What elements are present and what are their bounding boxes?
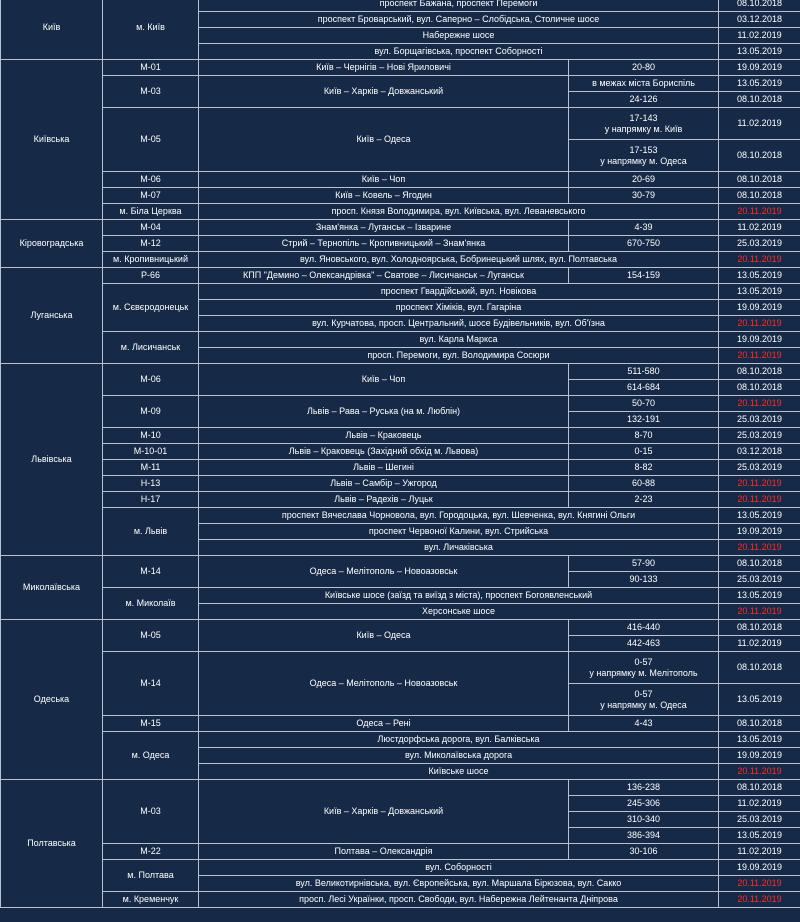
region-cell: Одеська <box>1 620 103 780</box>
road-cell: М-14 <box>103 556 199 588</box>
date-cell: 13.05.2019 <box>719 684 800 716</box>
date-cell: 20.11.2019 <box>719 876 800 892</box>
road-cell: М-06 <box>103 172 199 188</box>
table-row <box>1 172 800 188</box>
km-cell: 0-57 у напрямку м. Одеса <box>569 684 719 716</box>
table-row <box>1 204 800 220</box>
date-cell: 20.11.2019 <box>719 540 800 556</box>
date-cell: 20.11.2019 <box>719 316 800 332</box>
date-cell: 08.10.2018 <box>719 652 800 684</box>
section-cell: Київ – Одеса <box>199 108 569 172</box>
section-cell: просп. Князя Володимира, вул. Київська, вул. Леваневського <box>199 204 719 220</box>
date-cell: 08.10.2018 <box>719 364 800 380</box>
date-cell: 20.11.2019 <box>719 476 800 492</box>
road-cell: м. Лисичанськ <box>103 332 199 364</box>
road-cell: м. Київ <box>103 0 199 60</box>
date-cell: 19.09.2019 <box>719 748 800 764</box>
section-cell: КПП "Демино – Олександрівка" – Сватове – Лисичанськ – Луганськ <box>199 268 569 284</box>
table-row <box>1 844 800 860</box>
table-row <box>1 396 800 412</box>
section-cell: вул. Миколаївська дорога <box>199 748 719 764</box>
km-cell: 24-126 <box>569 92 719 108</box>
road-cell: М-05 <box>103 108 199 172</box>
km-cell: 2-23 <box>569 492 719 508</box>
section-cell: Київ – Чернігів – Нові Яриловичі <box>199 60 569 76</box>
date-cell: 13.05.2019 <box>719 828 800 844</box>
table-row <box>1 588 800 604</box>
date-cell: 20.11.2019 <box>719 604 800 620</box>
road-cell: М-07 <box>103 188 199 204</box>
km-cell: 310-340 <box>569 812 719 828</box>
km-cell: 442-463 <box>569 636 719 652</box>
section-cell: Львів – Радехів – Луцьк <box>199 492 569 508</box>
table-row <box>1 892 800 908</box>
road-cell: м. Полтава <box>103 860 199 892</box>
table-row <box>1 444 800 460</box>
table-row <box>1 0 800 12</box>
section-cell: Херсонське шосе <box>199 604 719 620</box>
date-cell: 03.12.2018 <box>719 12 800 28</box>
road-cell: м. Миколаїв <box>103 588 199 620</box>
table-row <box>1 76 800 92</box>
table-row <box>1 732 800 748</box>
date-cell: 13.05.2019 <box>719 508 800 524</box>
road-cell: М-06 <box>103 364 199 396</box>
km-cell: 154-159 <box>569 268 719 284</box>
table-row <box>1 492 800 508</box>
section-cell: просп. Лесі Українки, просп. Свободи, вул. Набережна Лейтенанта Дніпрова <box>199 892 719 908</box>
section-cell: проспект Вячеслава Чорновола, вул. Городоцька, вул. Шевченка, вул. Княгині Ольги <box>199 508 719 524</box>
date-cell: 13.05.2019 <box>719 284 800 300</box>
section-cell: Київ – Харків – Довжанський <box>199 76 569 108</box>
date-cell: 19.09.2019 <box>719 332 800 348</box>
km-cell: 8-82 <box>569 460 719 476</box>
date-cell: 11.02.2019 <box>719 636 800 652</box>
km-cell: 20-69 <box>569 172 719 188</box>
road-cell: м. Сєвєродонецьк <box>103 284 199 332</box>
km-cell: 136-238 <box>569 780 719 796</box>
table-row <box>1 860 800 876</box>
date-cell: 20.11.2019 <box>719 892 800 908</box>
date-cell: 13.05.2019 <box>719 588 800 604</box>
section-cell: вул. Личаківська <box>199 540 719 556</box>
road-cell: м. Кропивницький <box>103 252 199 268</box>
km-cell: 132-191 <box>569 412 719 428</box>
date-cell: 20.11.2019 <box>719 764 800 780</box>
date-cell: 25.03.2019 <box>719 236 800 252</box>
section-cell: Львів – Самбір – Ужгород <box>199 476 569 492</box>
section-cell: вул. Яновського, вул. Холодноярська, Бобринецький шлях, вул. Полтавська <box>199 252 719 268</box>
section-cell: вул. Борщагівська, проспект Соборності <box>199 44 719 60</box>
section-cell: проспект Броварський, вул. Саперно – Слобідська, Столичне шосе <box>199 12 719 28</box>
km-cell: 90-133 <box>569 572 719 588</box>
region-cell: Кіровоградська <box>1 220 103 268</box>
date-cell: 20.11.2019 <box>719 492 800 508</box>
date-cell: 25.03.2019 <box>719 412 800 428</box>
section-cell: Львів – Краковець (Західний обхід м. Львова) <box>199 444 569 460</box>
date-cell: 08.10.2018 <box>719 716 800 732</box>
table-body <box>1 0 800 908</box>
table-row <box>1 236 800 252</box>
date-cell: 08.10.2018 <box>719 140 800 172</box>
table-row <box>1 332 800 348</box>
section-cell: Київ – Одеса <box>199 620 569 652</box>
section-cell: Київ – Чоп <box>199 172 569 188</box>
table-row <box>1 220 800 236</box>
section-cell: Люстдорфська дорога, вул. Балківська <box>199 732 719 748</box>
road-cell: М-03 <box>103 780 199 844</box>
km-cell: 57-90 <box>569 556 719 572</box>
km-cell: 4-39 <box>569 220 719 236</box>
date-cell: 20.11.2019 <box>719 204 800 220</box>
table-row <box>1 428 800 444</box>
section-cell: Львів – Рава – Руська (на м. Люблін) <box>199 396 569 428</box>
section-cell: просп. Перемоги, вул. Володимира Сосюри <box>199 348 719 364</box>
section-cell: Київське шосе (заїзд та виїзд з міста), проспект Богоявленський <box>199 588 719 604</box>
date-cell: 19.09.2019 <box>719 860 800 876</box>
road-cell: М-10-01 <box>103 444 199 460</box>
km-cell: 4-43 <box>569 716 719 732</box>
road-cell: М-09 <box>103 396 199 428</box>
table-row <box>1 508 800 524</box>
road-cell: м. Кременчук <box>103 892 199 908</box>
km-cell: 0-15 <box>569 444 719 460</box>
date-cell: 13.05.2019 <box>719 732 800 748</box>
road-cell: М-03 <box>103 76 199 108</box>
region-cell: Луганська <box>1 268 103 364</box>
date-cell: 11.02.2019 <box>719 844 800 860</box>
km-cell: 8-70 <box>569 428 719 444</box>
region-cell: Київська <box>1 60 103 220</box>
date-cell: 20.11.2019 <box>719 348 800 364</box>
table-row <box>1 716 800 732</box>
region-cell: Миколаївська <box>1 556 103 620</box>
road-cell: М-15 <box>103 716 199 732</box>
section-cell: вул. Курчатова, просп. Центральний, шосе Будівельників, вул. Об'їзна <box>199 316 719 332</box>
date-cell: 20.11.2019 <box>719 396 800 412</box>
date-cell: 11.02.2019 <box>719 220 800 236</box>
date-cell: 08.10.2018 <box>719 188 800 204</box>
date-cell: 11.02.2019 <box>719 796 800 812</box>
section-cell: вул. Великотирнівська, вул. Європейська, вул. Маршала Бірюзова, вул. Сакко <box>199 876 719 892</box>
table-row <box>1 364 800 380</box>
section-cell: вул. Соборності <box>199 860 719 876</box>
table-row <box>1 108 800 140</box>
section-cell: Стрий – Тернопіль – Кропивницький – Знам'янка <box>199 236 569 252</box>
date-cell: 03.12.2018 <box>719 444 800 460</box>
section-cell: Київ – Харків – Довжанський <box>199 780 569 844</box>
km-cell: 17-143 у напрямку м. Київ <box>569 108 719 140</box>
road-cell: м. Одеса <box>103 732 199 780</box>
section-cell: Київське шосе <box>199 764 719 780</box>
section-cell: Київ – Чоп <box>199 364 569 396</box>
km-cell: 386-394 <box>569 828 719 844</box>
date-cell: 25.03.2019 <box>719 572 800 588</box>
road-cell: Н-17 <box>103 492 199 508</box>
road-cell: М-05 <box>103 620 199 652</box>
km-cell: 20-80 <box>569 60 719 76</box>
date-cell: 11.02.2019 <box>719 108 800 140</box>
table-row <box>1 60 800 76</box>
km-cell: 614-684 <box>569 380 719 396</box>
road-cell: М-14 <box>103 652 199 716</box>
table-row <box>1 652 800 684</box>
road-cell: М-10 <box>103 428 199 444</box>
road-cell: М-01 <box>103 60 199 76</box>
km-cell: 50-70 <box>569 396 719 412</box>
road-cell: Н-13 <box>103 476 199 492</box>
road-cell: М-04 <box>103 220 199 236</box>
region-cell: Львівська <box>1 364 103 556</box>
km-cell: 17-153 у напрямку м. Одеса <box>569 140 719 172</box>
section-cell: проспект Хіміків, вул. Гагаріна <box>199 300 719 316</box>
section-cell: вул. Карла Маркса <box>199 332 719 348</box>
km-cell: 30-79 <box>569 188 719 204</box>
table-row <box>1 252 800 268</box>
table-row <box>1 284 800 300</box>
table-row <box>1 556 800 572</box>
date-cell: 19.09.2019 <box>719 524 800 540</box>
date-cell: 08.10.2018 <box>719 0 800 12</box>
date-cell: 08.10.2018 <box>719 380 800 396</box>
date-cell: 19.09.2019 <box>719 60 800 76</box>
section-cell: проспект Гвардійський, вул. Новікова <box>199 284 719 300</box>
table-row <box>1 188 800 204</box>
section-cell: Одеса – Мелітополь – Новоазовськ <box>199 652 569 716</box>
road-cell: Р-66 <box>103 268 199 284</box>
date-cell: 20.11.2019 <box>719 252 800 268</box>
road-cell: м. Біла Церква <box>103 204 199 220</box>
section-cell: Набережне шосе <box>199 28 719 44</box>
table-row <box>1 476 800 492</box>
road-cell: М-22 <box>103 844 199 860</box>
road-cell: М-12 <box>103 236 199 252</box>
date-cell: 25.03.2019 <box>719 460 800 476</box>
date-cell: 13.05.2019 <box>719 268 800 284</box>
section-cell: Львів – Краковець <box>199 428 569 444</box>
km-cell: 30-106 <box>569 844 719 860</box>
table-row <box>1 620 800 636</box>
date-cell: 08.10.2018 <box>719 92 800 108</box>
section-cell: Полтава – Олександрія <box>199 844 569 860</box>
km-cell: 511-580 <box>569 364 719 380</box>
section-cell: проспект Бажана, проспект Перемоги <box>199 0 719 12</box>
date-cell: 08.10.2018 <box>719 172 800 188</box>
section-cell: Знам'янка – Луганськ – Ізварине <box>199 220 569 236</box>
section-cell: Львів – Шегині <box>199 460 569 476</box>
km-cell: 416-440 <box>569 620 719 636</box>
table-row <box>1 268 800 284</box>
km-cell: 670-750 <box>569 236 719 252</box>
section-cell: Одеса – Рені <box>199 716 569 732</box>
section-cell: Одеса – Мелітополь – Новоазовськ <box>199 556 569 588</box>
date-cell: 25.03.2019 <box>719 428 800 444</box>
date-cell: 19.09.2019 <box>719 300 800 316</box>
km-cell: 245-306 <box>569 796 719 812</box>
date-cell: 25.03.2019 <box>719 812 800 828</box>
road-cell: М-11 <box>103 460 199 476</box>
section-cell: Київ – Ковель – Ягодин <box>199 188 569 204</box>
region-cell: Полтавська <box>1 780 103 908</box>
km-cell: 60-88 <box>569 476 719 492</box>
section-cell: проспект Червоної Калини, вул. Стрийська <box>199 524 719 540</box>
km-cell: в межах міста Бориспіль <box>569 76 719 92</box>
date-cell: 13.05.2019 <box>719 44 800 60</box>
region-cell: Київ <box>1 0 103 60</box>
road-cell: м. Львів <box>103 508 199 556</box>
table-row <box>1 780 800 796</box>
date-cell: 13.05.2019 <box>719 76 800 92</box>
date-cell: 08.10.2018 <box>719 780 800 796</box>
table-row <box>1 460 800 476</box>
date-cell: 11.02.2019 <box>719 28 800 44</box>
date-cell: 08.10.2018 <box>719 556 800 572</box>
date-cell: 08.10.2018 <box>719 620 800 636</box>
km-cell: 0-57 у напрямку м. Мелітополь <box>569 652 719 684</box>
